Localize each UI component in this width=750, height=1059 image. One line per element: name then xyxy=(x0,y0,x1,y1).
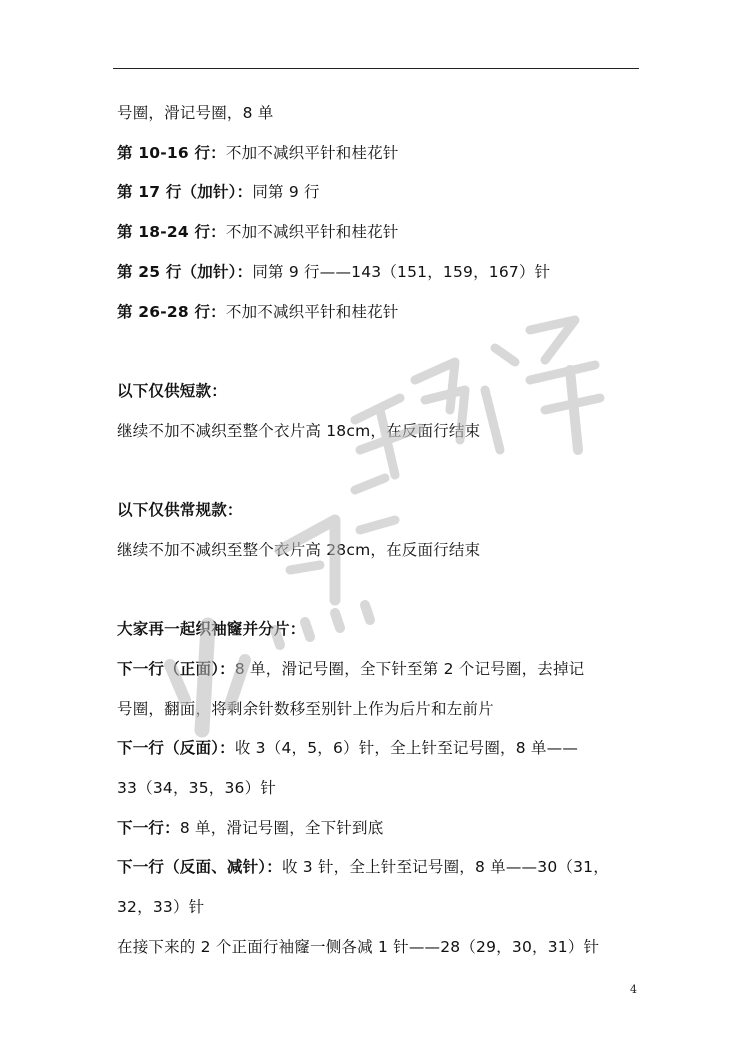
line-11 xyxy=(117,491,647,531)
line-19 xyxy=(117,809,647,849)
line-text: 不加不减织平针和桂花针 xyxy=(225,143,399,162)
blank-line xyxy=(117,332,647,372)
line-2 xyxy=(117,134,647,174)
line-label: 下一行： xyxy=(117,818,180,837)
line-label: 下一行（正面）： xyxy=(117,659,235,678)
line-text: 号圈，翻面，将剩余针数移至别针上作为后片和左前片 xyxy=(117,699,494,718)
line-6 xyxy=(117,293,647,333)
line-label: 第 17 行（加针）： xyxy=(117,183,253,202)
line-16 xyxy=(117,690,647,730)
line-text: 继续不加不减织至整个衣片高 18cm，在反面行结束 xyxy=(117,421,481,440)
line-12 xyxy=(117,531,647,571)
line-text: 8 单，滑记号圈，全下针到底 xyxy=(179,818,384,837)
section-heading: 以下仅供短款： xyxy=(117,381,227,400)
line-15 xyxy=(117,650,647,690)
line-18 xyxy=(117,769,647,809)
line-label: 下一行（反面、减针）： xyxy=(117,858,282,877)
line-text: 收 3 针，全上针至记号圈，8 单——30（31， xyxy=(281,858,609,877)
line-21 xyxy=(117,888,647,928)
blank-line xyxy=(117,451,647,491)
line-label: 第 25 行（加针）： xyxy=(117,262,253,281)
line-label: 第 10-16 行： xyxy=(117,143,226,162)
header-rule xyxy=(113,68,639,69)
line-20 xyxy=(117,848,647,888)
line-9 xyxy=(117,412,647,452)
line-text: 8 单，滑记号圈，全下针至第 2 个记号圈，去掉记 xyxy=(234,659,585,678)
line-label: 第 18-24 行： xyxy=(117,223,226,242)
line-text: 33（34，35，36）针 xyxy=(117,778,276,797)
page-number: 4 xyxy=(630,983,637,996)
line-text: 不加不减织平针和桂花针 xyxy=(225,302,399,321)
line-text: 在接下来的 2 个正面行袖窿一侧各减 1 针——28（29，30，31）针 xyxy=(117,937,600,956)
line-17 xyxy=(117,729,647,769)
line-text: 不加不减织平针和桂花针 xyxy=(225,223,399,242)
blank-line xyxy=(117,570,647,610)
line-3 xyxy=(117,173,647,213)
line-5 xyxy=(117,253,647,293)
line-1 xyxy=(117,94,647,134)
line-8 xyxy=(117,372,647,412)
line-22 xyxy=(117,928,647,968)
line-text: 同第 9 行——143（151，159，167）针 xyxy=(252,262,551,281)
line-label: 下一行（反面）： xyxy=(117,739,235,758)
line-text: 号圈，滑记号圈，8 单 xyxy=(117,104,274,122)
line-text: 继续不加不减织至整个衣片高 28cm，在反面行结束 xyxy=(117,540,481,559)
document-body xyxy=(117,94,647,967)
line-4 xyxy=(117,213,647,253)
line-text: 收 3（4，5，6）针，全上针至记号圈，8 单—— xyxy=(234,739,579,758)
line-text: 同第 9 行 xyxy=(252,183,320,202)
section-heading: 大家再一起织袖窿并分片： xyxy=(117,620,306,639)
line-label: 第 26-28 行： xyxy=(117,302,226,321)
line-text: 32，33）针 xyxy=(117,898,205,917)
section-heading: 以下仅供常规款： xyxy=(117,501,243,519)
line-14 xyxy=(117,610,647,650)
